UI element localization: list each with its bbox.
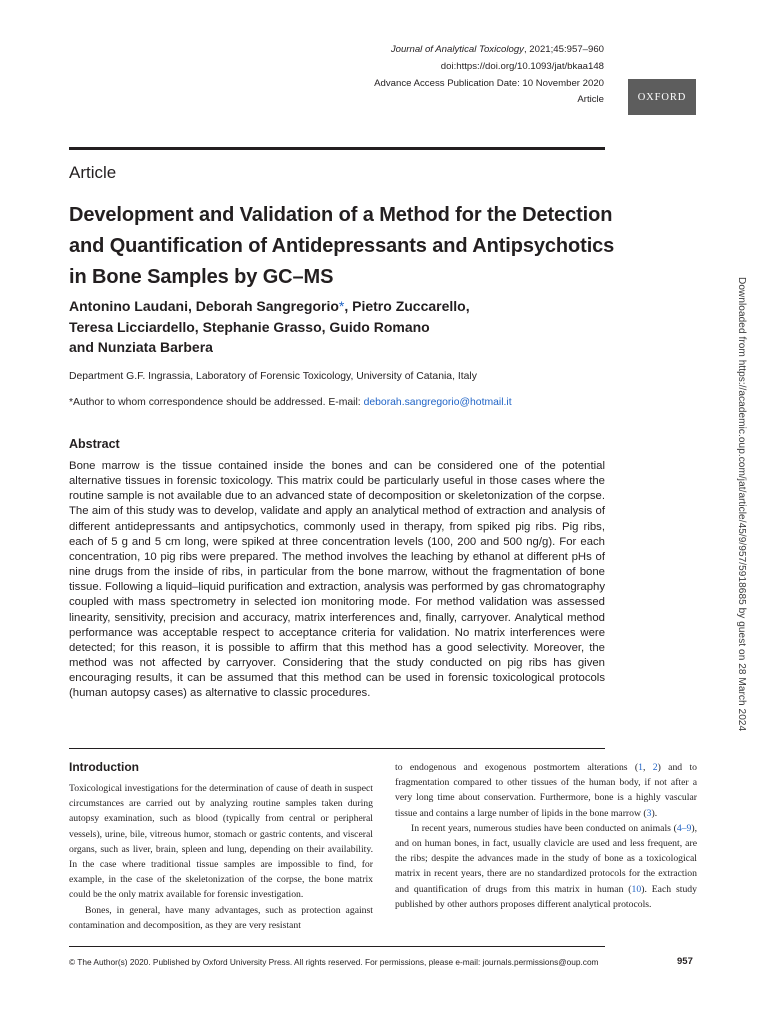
oxford-logo: OXFORD (628, 79, 696, 115)
correspondence-text: *Author to whom correspondence should be addressed. E-mail: (69, 397, 364, 408)
introduction-heading: Introduction (69, 760, 139, 774)
email-link[interactable]: deborah.sangregorio@hotmail.it (363, 397, 512, 408)
citation-link[interactable]: 4–9 (676, 822, 692, 834)
authors-line-1b: , Pietro Zuccarello, (344, 298, 470, 314)
article-type: Article (577, 94, 604, 106)
intro-paragraph-3 (395, 760, 697, 821)
text-span: In recent years, numerous studies have been conducted on animals ( (411, 822, 677, 834)
abstract-heading: Abstract (69, 437, 120, 451)
correspondence (69, 397, 512, 408)
download-watermark: Downloaded from https://academic.oup.com/jat/article/45/9/957/5918685 by guest on 28 March 2024 (736, 277, 747, 732)
text-span: to endogenous and exogenous postmortem alterations ( (395, 762, 639, 773)
citation-link[interactable]: 10 (631, 883, 642, 895)
citation-link[interactable]: 1 (638, 762, 643, 773)
authors-line-2: Teresa Licciardello, Stephanie Grasso, Guido Romano (69, 318, 430, 335)
doi[interactable]: doi:https://doi.org/10.1093/jat/bkaa148 (440, 60, 604, 72)
paper-title: Development and Validation of a Method for the Detection and Quantification of Antidepressants and Antipsychotics in Bone Samples by GC–MS (69, 204, 615, 288)
citation-link[interactable]: 2 (652, 762, 658, 773)
journal-name: Journal of Analytical Toxicology (390, 44, 524, 55)
journal-citation (374, 42, 604, 59)
intro-paragraph-2: Bones, in general, have many advantages, such as protection against contamination and decomposition, as they are very resistant (69, 904, 373, 931)
journal-volume: , 2021;45:957–960 (523, 44, 604, 55)
journal-header (374, 42, 604, 109)
authors-line-1a: Antonino Laudani, Deborah Sangregorio (69, 298, 339, 314)
text-span: , (642, 762, 653, 773)
abstract-rule (69, 748, 605, 749)
copyright-notice: © The Author(s) 2020. Published by Oxford University Press. All rights reserved. For permissions, please e-mail: journals.permissions@oup.com (69, 957, 599, 967)
footer-rule (69, 946, 605, 947)
text-span: ). (651, 807, 658, 819)
header-rule (69, 147, 605, 150)
intro-left-column (69, 781, 373, 933)
text-span: ), and on human bones, in fact, usually clavicle are used and less frequent, are the ribs; despite the advances made in the study of bone as a toxicological matrix in recent years, there are no standardized protocols for the extraction and quantification of drugs from this matrix in human ( (395, 822, 697, 895)
corresponding-author-marker[interactable]: * (338, 298, 345, 314)
citation-link[interactable]: 3 (646, 807, 652, 819)
advance-access-date: Advance Access Publication Date: 10 November 2020 (374, 77, 604, 89)
abstract-body (69, 459, 605, 702)
text-span: ) and to fragmentation compared to other tissues of the human body, if not after a very long time about conservation. Furthermore, bone is a highly vascular tissue and contains a large number of lipids in the bone marrow ( (395, 762, 698, 819)
intro-paragraph-4 (395, 821, 697, 912)
text-span: ). Each study published by other authors proposes different analytical protocols. (395, 883, 697, 910)
section-label: Article (69, 163, 117, 182)
intro-paragraph-1: Toxicological investigations for the determination of cause of death in suspect circumstances are carried out by analyzing routine samples taken during autopsy examination, such as blood (typically from central or peripheral vessels), urine, bile, vitreous humor, stomach or gastric contents, and visceral organs, such as liver, brain, spleen and lung, depending on their availability. In the case where traditional tissue samples are impossible to find, for example, in the case of the skeletonization of the corpse, the bone matrix could be the only matrix available for forensic investigation. (69, 783, 373, 901)
author-list (69, 296, 629, 358)
abstract-text: Bone marrow is the tissue contained inside the bones and can be considered one of the potential alternative tissues in forensic toxicology. This matrix could be particularly useful in those cases where the routine sample is not available due to an advanced state of decomposition or skeletonization of the corpse. The aim of this study was to develop, validate and apply an analytical method of extraction and analysis of different antidepressants and antipsychotics, commonly used in therapy, from spiked pig ribs. Pig ribs, each of 5 g and 5 cm long, were spiked at three concentration levels (100, 200 and 500 ng/g). For each concentration, 10 pig ribs were prepared. The method involves the leaching by ethanol at different pHs of nine drugs from the inside of ribs, in particular from the bone marrow, without the fragmentation of bone tissue. Following a liquid–liquid purification and extraction, analysis was performed by gas chromatography coupled with mass spectrometry in selected ion monitoring mode. For method validation was assessed linearity, sensitivity, precision and accuracy, matrix interferences and, finally, carryover. Analytical method performance was acceptable respect to acceptance criteria for validation. No matrix interferences were detected; for this reason, it is possible to affirm that this method has a good selectivity. Moreover, the method was not affected by carryover. Considering that the study conducted on pig ribs has given encouraging results, it can be assumed that this method can be used in forensic toxicological protocols (human autopsy cases) as alternative to classic procedures. (69, 460, 605, 700)
intro-right-column (395, 760, 697, 912)
page-number: 957 (677, 956, 693, 967)
authors-line-3: and Nunziata Barbera (69, 339, 213, 355)
affiliation: Department G.F. Ingrassia, Laboratory of Forensic Toxicology, University of Catania, Italy (69, 371, 477, 382)
